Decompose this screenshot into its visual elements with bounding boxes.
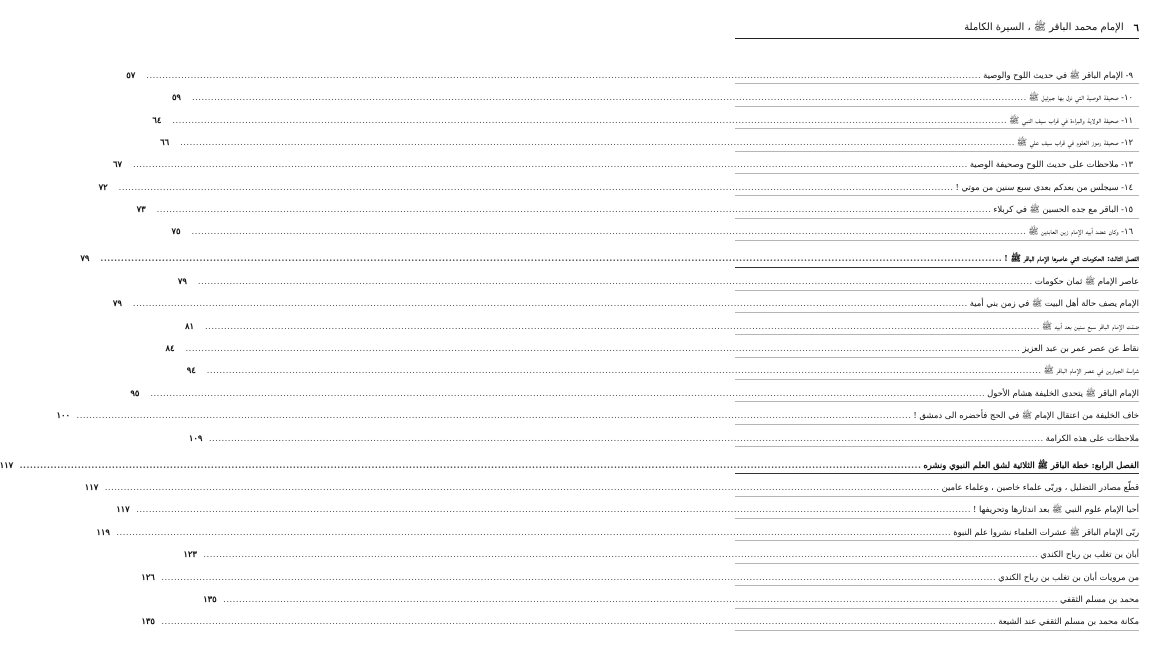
toc-page-number: ١٣٥ xyxy=(141,616,155,627)
toc-entry-title: ١٥- الباقر مع جده الحسين ﷺ في كربلاء xyxy=(993,204,1133,215)
toc-page-number: ٧٥ xyxy=(171,226,181,237)
toc-entry-row xyxy=(183,541,1139,563)
toc-entry-row xyxy=(96,519,1139,541)
toc-entry-title: أحيا الإمام علوم النبي ﷺ بعد اندثارها وتحريفها ! xyxy=(973,504,1139,515)
toc-entry-title: أبان بن تغلب بن رباح الكندي xyxy=(1040,549,1139,560)
dot-leader xyxy=(190,227,1029,237)
toc-page-number: ٩٤ xyxy=(186,365,196,376)
toc-entry-title: عاصر الإمام ﷺ ثمان حكومات xyxy=(1034,275,1139,286)
toc-entry-title: ٩- الإمام الباقر ﷺ في حديث اللوح والوصية xyxy=(983,69,1133,80)
toc-entry-title: الإمام يصف حالة أهل البيت ﷺ في زمن بني أمية xyxy=(969,298,1139,309)
toc-entry-row xyxy=(185,313,1139,335)
toc-page-number: ٦٦ xyxy=(160,136,170,147)
toc-page-number: ١٣٥ xyxy=(203,593,217,604)
dot-leader xyxy=(201,550,1040,560)
toc-entry-title: الإمام الباقر ﷺ يتحدى الخليفة هشام الأحول xyxy=(987,387,1139,398)
dot-leader xyxy=(155,205,994,215)
toc-page-number: ٦٤ xyxy=(152,114,162,125)
dot-leader xyxy=(98,254,1004,264)
toc-page-number: ١١٧ xyxy=(116,504,130,515)
toc-page-number: ٩٥ xyxy=(130,387,140,398)
toc-entry-row xyxy=(171,84,1139,106)
toc-page-number: ٥٧ xyxy=(126,69,136,80)
toc-entry-title: ١٤- سيجلس من بعدكم بعدي سبع سنين من موتي ! xyxy=(955,181,1133,192)
toc-entry-title: ١٣- ملاحظات على حديث اللوح وصحيفة الوصية xyxy=(969,159,1133,170)
toc-entry-row xyxy=(136,196,1139,218)
toc-entry-row xyxy=(171,219,1139,241)
toc-entry-row xyxy=(112,152,1139,174)
dot-leader xyxy=(196,277,1035,287)
toc-entry-row xyxy=(186,358,1139,380)
dot-leader xyxy=(18,461,924,471)
dot-leader xyxy=(159,617,998,627)
toc-entry-row xyxy=(177,268,1139,290)
dot-leader xyxy=(148,389,987,399)
dot-leader xyxy=(159,573,998,583)
toc-entry-title: ربّى الإمام الباقر ﷺ عشرات العلماء نشروا علم النبوة xyxy=(953,526,1139,537)
toc-entry-title: شراسة الجبارين في عصر الإمام الباقر ﷺ xyxy=(1043,365,1139,376)
dot-leader xyxy=(114,528,953,538)
toc-entry-row xyxy=(112,291,1139,313)
toc-entry-title: خاف الخليفة من اعتقال الإمام ﷺ في الحج فأحضره الى دمشق ! xyxy=(913,410,1139,421)
toc-entry-row xyxy=(56,402,1139,424)
dot-leader xyxy=(117,183,956,193)
toc-entry-title: محمد بن مسلم الثقفي xyxy=(1060,593,1139,604)
dot-leader xyxy=(75,411,914,421)
toc-entry-row xyxy=(165,335,1139,357)
toc-page-number: ٧٣ xyxy=(136,204,146,215)
running-header xyxy=(735,18,1139,39)
toc-entry-row xyxy=(141,564,1139,586)
dot-leader xyxy=(131,160,970,170)
toc-page-number: ١٠٩ xyxy=(188,432,203,443)
toc-entry-row xyxy=(116,497,1139,519)
toc-entry-title: ملاحظات على هذه الكرامة xyxy=(1045,432,1139,443)
toc-page-number: ٨١ xyxy=(185,320,195,331)
toc-entry-title: ١٦- وكان عضد أبيه الإمام زين العابدين ﷺ xyxy=(1028,226,1133,237)
dot-leader xyxy=(178,138,1017,148)
toc-entry-row xyxy=(130,380,1139,402)
toc-entry-title: مكانة محمد بن مسلم الثقفي عند الشيعة xyxy=(998,616,1139,627)
toc-page-number: ٧٩ xyxy=(80,253,90,264)
toc-entry-title: من مرويات أبان بن تغلب بن رباح الكندي xyxy=(998,571,1139,582)
dot-leader xyxy=(103,483,942,493)
toc-entry-row xyxy=(188,425,1139,447)
toc-page-number: ٧٩ xyxy=(177,275,187,286)
toc-page-number: ١٢٦ xyxy=(141,571,155,582)
toc-page-number: ١١٩ xyxy=(96,526,110,537)
toc-page-number: ٥٩ xyxy=(171,92,181,103)
toc-entry-row xyxy=(160,129,1139,151)
dot-leader xyxy=(203,322,1042,332)
table-of-contents xyxy=(0,62,1139,631)
toc-entry-title: ضمّت الإمام الباقر سبع سنين بعد أبيه ﷺ xyxy=(1041,320,1139,331)
toc-entry-row xyxy=(141,609,1139,631)
toc-page-number: ١١٧ xyxy=(84,481,99,492)
dot-leader xyxy=(221,595,1060,605)
book-title: الإمام محمد الباقر ﷺ ، السيرة الكاملة xyxy=(964,22,1124,33)
toc-entry-row xyxy=(203,586,1139,608)
toc-page-number: ١٠٠ xyxy=(56,410,71,421)
toc-entry-title: قطّع مصادر التضليل ، وربّى علماء خاصين ، وعلماء عامين xyxy=(941,481,1139,492)
dot-leader xyxy=(184,344,1023,354)
toc-entry-title: الفصل الثالث: الحكومات التي عاصرها الإمام الباقر ﷺ ! xyxy=(1004,253,1139,264)
toc-page-number: ١٢٣ xyxy=(183,549,197,560)
dot-leader xyxy=(170,116,1009,126)
toc-entry-row xyxy=(84,474,1139,496)
toc-entry-title: نقاط عن عصر عمر بن عبد العزيز xyxy=(1022,343,1139,354)
dot-leader xyxy=(131,299,970,309)
toc-page-number: ١١٧ xyxy=(0,459,14,470)
toc-chapter-row xyxy=(0,447,1139,474)
toc-entry-title: الفصل الرابع: خطة الباقر ﷺ الثلاثية لشق العلم النبوي ونشره xyxy=(923,459,1139,470)
toc-entry-title: ١١- صحيفة الولاية والبراءة في قراب سيف النبي ﷺ xyxy=(1009,114,1133,125)
toc-page-number: ٨٤ xyxy=(165,343,175,354)
dot-leader xyxy=(207,434,1046,444)
toc-entry-title: ١٢- صحيفة رموز العلوم في قراب سيف علي ﷺ xyxy=(1016,136,1133,147)
toc-entry-row xyxy=(98,174,1139,196)
page-number: ٦ xyxy=(1133,22,1139,34)
toc-page-number: ٦٧ xyxy=(112,159,122,170)
toc-entry-row xyxy=(152,107,1139,129)
toc-chapter-row xyxy=(80,241,1139,268)
toc-page-number: ٧٢ xyxy=(98,181,108,192)
toc-entry-title: ١٠- صحيفة الوصية التي نزل بها جبرئيل ﷺ xyxy=(1028,92,1133,103)
toc-page-number: ٧٩ xyxy=(112,298,122,309)
dot-leader xyxy=(205,366,1044,376)
toc-entry-row xyxy=(126,62,1139,84)
dot-leader xyxy=(190,93,1029,103)
dot-leader xyxy=(134,505,973,515)
dot-leader xyxy=(144,71,983,81)
